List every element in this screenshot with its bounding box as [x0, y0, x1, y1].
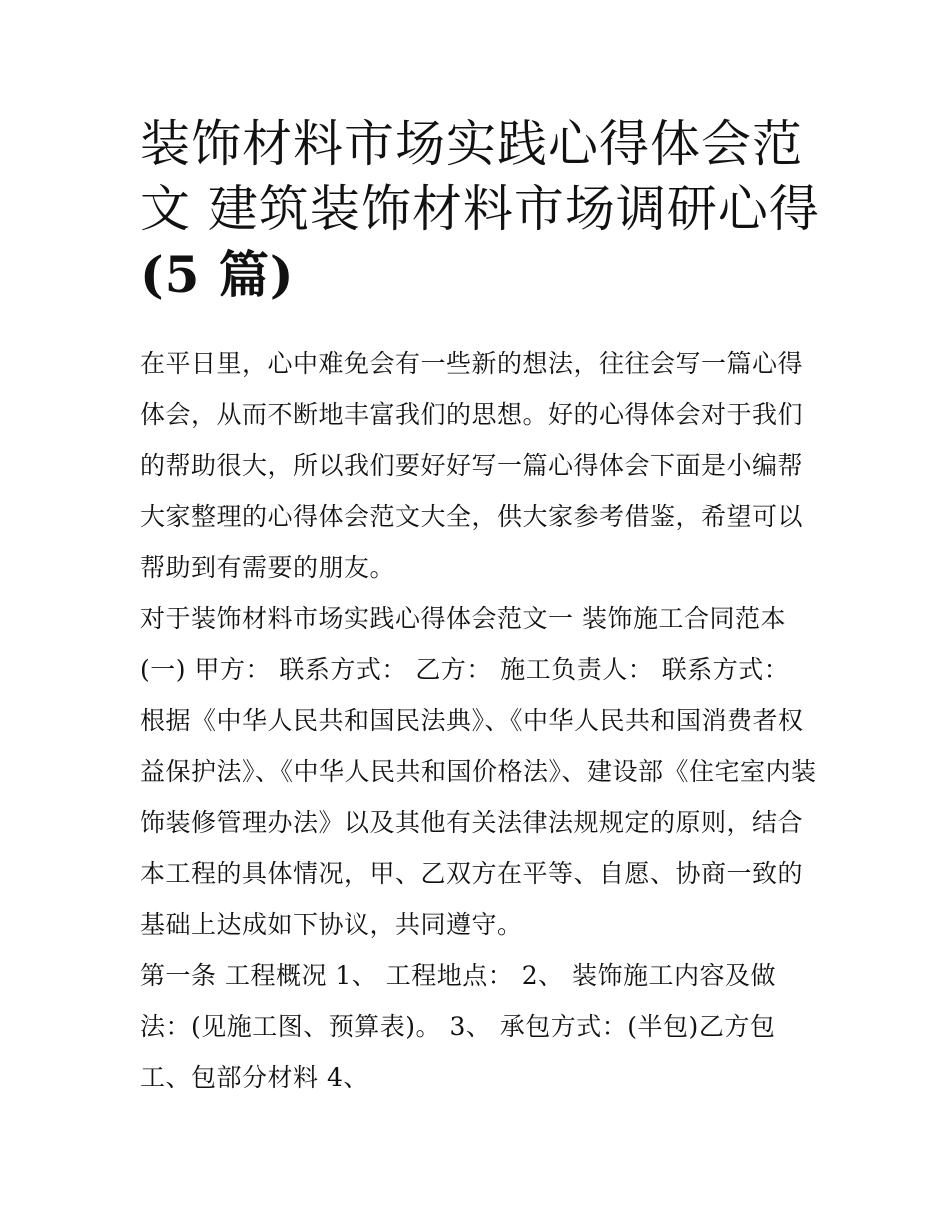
- document-title: [140, 112, 820, 308]
- article-one-paragraph: 第一条 工程概况 1、 工程地点： 2、 装饰施工内容及做法：(见施工图、预算表)。 3、 承包方式：(半包)乙方包工、包部分材料 4、: [140, 961, 777, 1092]
- parties-line: (一) 甲方： 联系方式： 乙方： 施工负责人： 联系方式：: [140, 655, 790, 684]
- title-text: 装饰材料市场实践心得体会范文 建筑装饰材料市场调研心得: [140, 115, 820, 238]
- legal-basis-paragraph: 根据《中华人民共和国民法典》、《中华人民共和国消费者权益保护法》、《中华人民共和国价格法》、建设部《住宅室内装饰装修管理办法》以及其他有关法律法规规定的原则，结合本工程的具体情况，甲、乙双方在平等、自愿、协商一致的基础上达成如下协议，共同遵守。: [140, 706, 817, 939]
- document-page: [140, 112, 820, 1103]
- title-count: (5 篇): [140, 245, 295, 304]
- section-heading: 对于装饰材料市场实践心得体会范文一 装饰施工合同范本: [140, 604, 786, 633]
- intro-paragraph: 在平日里，心中难免会有一些新的想法，往往会写一篇心得体会，从而不断地丰富我们的思想。好的心得体会对于我们的帮助很大，所以我们要好好写一篇心得体会下面是小编帮大家整理的心得体会范文大全，供大家参考借鉴，希望可以帮助到有需要的朋友。: [140, 349, 804, 582]
